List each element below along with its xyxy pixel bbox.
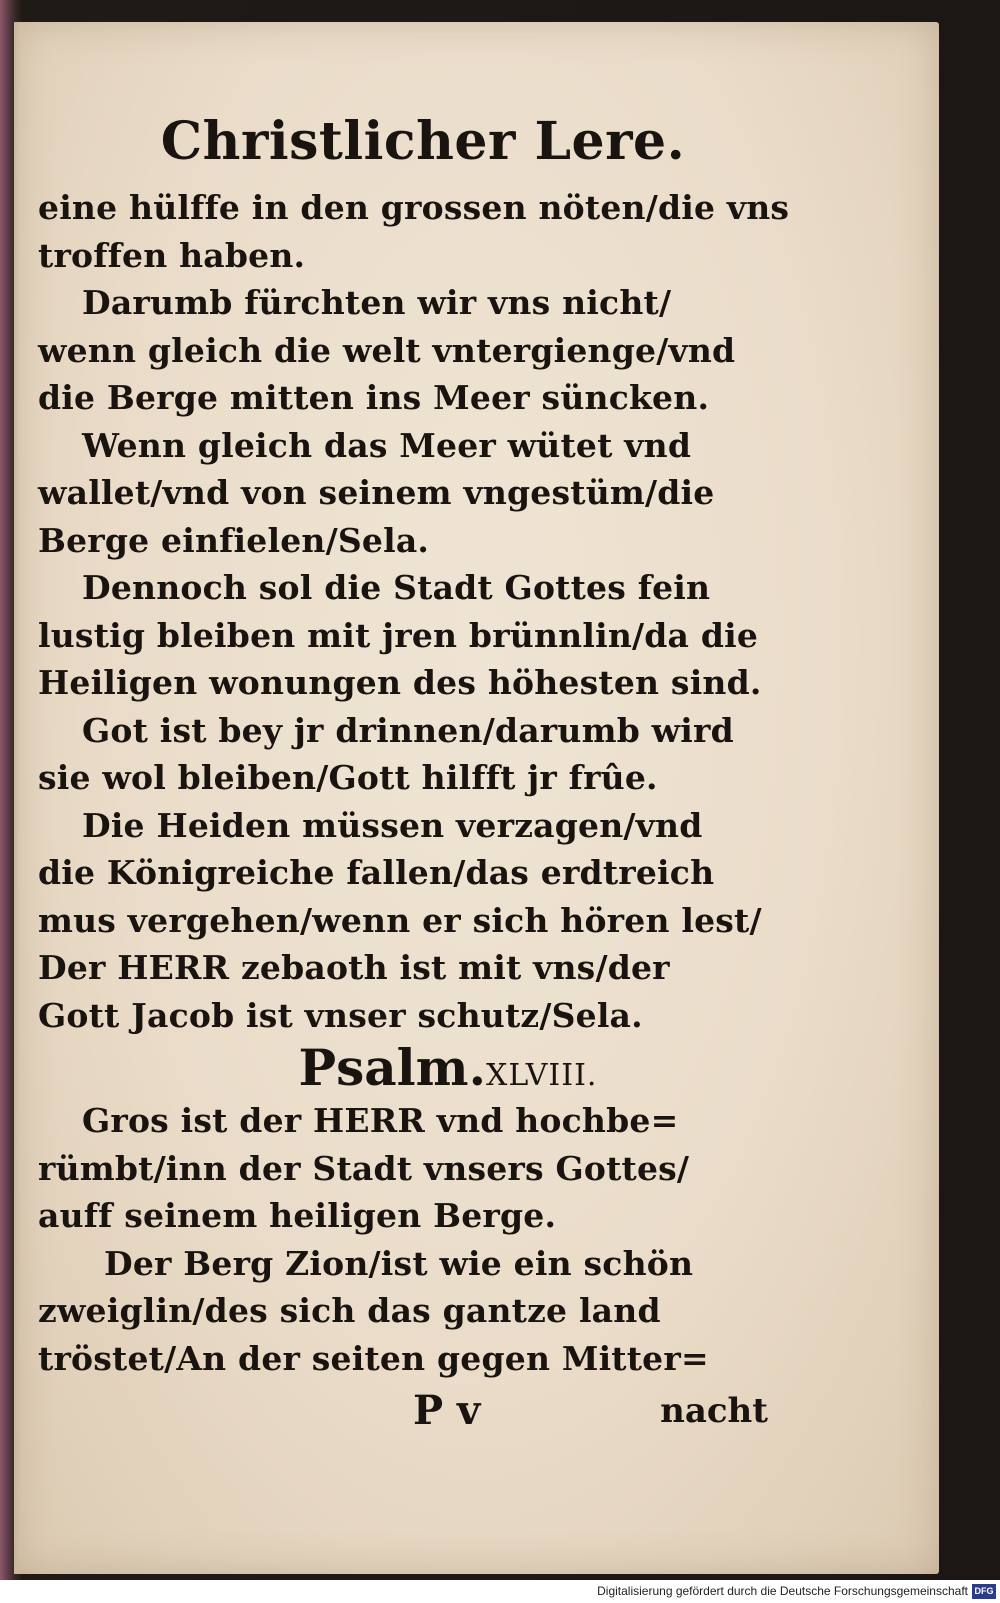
digitization-credit-text: Digitalisierung gefördert durch die Deutsche Forschungsgemeinschaft (597, 1584, 968, 1598)
text-line: Berge einfielen/Sela. (38, 520, 430, 560)
text-line: Gros ist der HERR vnd hochbe= (82, 1101, 679, 1140)
digitization-credit-bar (0, 1580, 1000, 1603)
page-text-block (38, 100, 790, 1440)
dfg-logo: DFG (972, 1584, 996, 1599)
text-line: Darumb fürchten wir vns nicht/ (82, 283, 672, 322)
text-line: rümbt/inn der Stadt vnsers Gottes/ (38, 1148, 690, 1188)
text-line: lustig bleiben mit jren brünnlin/da die (38, 615, 759, 655)
text-lines-after-heading (38, 1097, 778, 1382)
signature-mark: P v (413, 1387, 481, 1434)
psalm-heading-word: Psalm. (298, 1038, 486, 1097)
running-head: Christlicher Lere. (160, 111, 686, 172)
text-lines-before-heading (38, 184, 790, 1039)
catchword: nacht (660, 1391, 768, 1431)
text-line: die Königreiche fallen/das erdtreich (38, 853, 715, 892)
text-line: eine hülffe in den grossen nöten/die vns (38, 188, 790, 227)
text-line: wallet/vnd von seinem vngestüm/die (38, 473, 715, 512)
psalm-heading (118, 1039, 778, 1097)
page-foot (38, 1382, 778, 1440)
text-line: Wenn gleich das Meer wütet vnd (82, 425, 692, 465)
page-edge-shadow (14, 22, 20, 1574)
text-line: Heiligen wonungen des höhesten sind. (38, 663, 762, 702)
text-line: zweiglin/des sich das gantze land (38, 1291, 661, 1330)
text-line: tröstet/An der seiten gegen Mitter= (38, 1338, 709, 1378)
text-line: sie wol bleiben/Gott hilfft jr frûe. (38, 758, 658, 797)
text-line: Der Berg Zion/ist wie ein schön (104, 1243, 694, 1283)
text-line: troffen haben. (38, 235, 306, 275)
text-line: Die Heiden müssen verzagen/vnd (82, 805, 703, 845)
text-line: mus vergehen/wenn er sich hören lest/ (38, 900, 762, 940)
text-line: Der HERR zebaoth ist mit vns/der (38, 948, 670, 987)
text-line: wenn gleich die welt vntergienge/vnd (38, 330, 736, 370)
text-line: Got ist bey jr drinnen/darumb wird (82, 710, 734, 750)
psalm-heading-numeral: XLVIII. (485, 1058, 598, 1093)
text-line: Gott Jacob ist vnser schutz/Sela. (38, 995, 643, 1035)
text-line: auff seinem heiligen Berge. (38, 1196, 557, 1235)
text-line: die Berge mitten ins Meer süncken. (38, 378, 710, 417)
text-line: Dennoch sol die Stadt Gottes fein (82, 568, 711, 607)
